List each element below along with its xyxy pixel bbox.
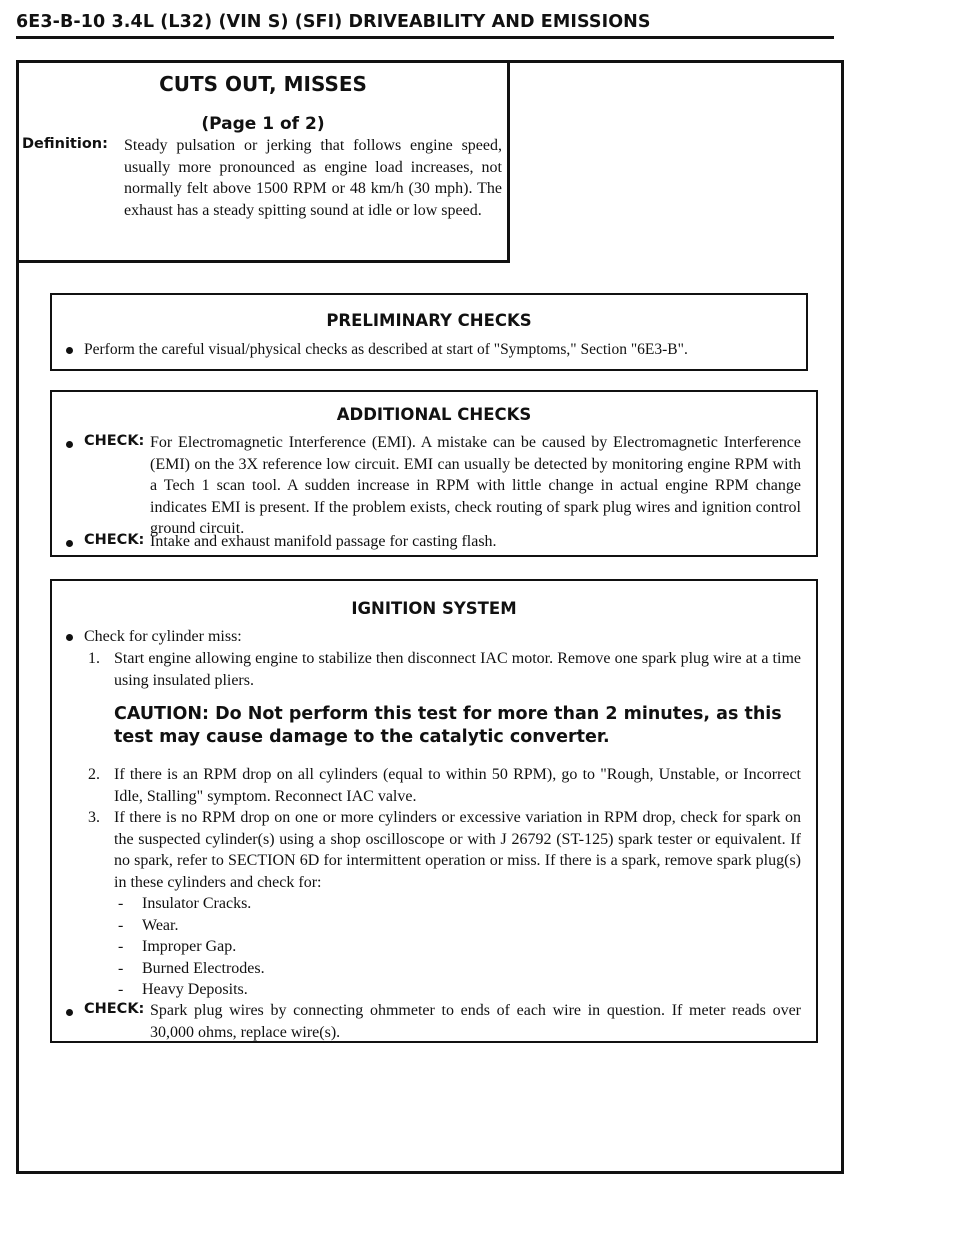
step-2-text: If there is an RPM drop on all cylinders (equal to within 50 RPM), go to "Rough, Unstable, or Incorrect Idle, Stalling" symptom. Reconnect IAC valve.	[114, 766, 801, 805]
ignition-intro: Check for cylinder miss:	[84, 628, 242, 645]
additional-checks-title: ADDITIONAL CHECKS	[336, 405, 532, 424]
bullet-icon	[66, 441, 73, 448]
bullet-icon	[66, 540, 73, 547]
list-item: Heavy Deposits.	[142, 981, 248, 998]
list-dash: -	[118, 938, 124, 955]
step-1-text: Start engine allowing engine to stabilize then disconnect IAC motor. Remove one spark plug wire at a time using insulated pliers.	[114, 650, 801, 689]
ignition-system-title: IGNITION SYSTEM	[351, 599, 517, 618]
step-number: 1.	[88, 650, 100, 667]
page-header: 6E3-B-10 3.4L (L32) (VIN S) (SFI) DRIVEABILITY AND EMISSIONS	[16, 12, 651, 32]
check-label: CHECK:	[84, 1001, 145, 1017]
list-item: Wear.	[142, 916, 179, 934]
list-item: Burned Electrodes.	[142, 959, 265, 977]
list-dash: -	[118, 959, 124, 977]
list-dash: -	[118, 916, 124, 934]
bullet-icon	[66, 347, 73, 354]
step-3-text: If there is no RPM drop on one or more cylinders or excessive variation in RPM drop, check for spark on the suspected cylinder(s) using a shop oscilloscope or with J 26792 (ST-125) spark tester or equivalent. If no spark, refer to SECTION 6D for intermittent operation or miss. If there is a spark, remove spark plug(s) in these cylinders and check for:	[114, 809, 801, 891]
preliminary-check-item: Perform the careful visual/physical checks as described at start of "Symptoms," Section "6E3-B".	[84, 341, 688, 358]
definition-text: Steady pulsation or jerking that follows engine speed, usually more pronounced as engine load increases, not normally felt above 1500 RPM or 48 km/h (30 mph). The exhaust has a steady spitting sound at idle or low speed.	[124, 137, 502, 219]
list-item: Improper Gap.	[142, 938, 237, 955]
check-label: CHECK:	[84, 433, 145, 449]
bullet-icon	[66, 1009, 73, 1016]
check-label: CHECK:	[84, 532, 145, 548]
step-number: 2.	[88, 766, 100, 783]
list-item: Insulator Cracks.	[142, 895, 252, 912]
bullet-icon	[66, 634, 73, 641]
preliminary-checks-title: PRELIMINARY CHECKS	[326, 311, 532, 330]
check-text-emi: For Electromagnetic Interference (EMI). A mistake can be caused by Electromagnetic Interference (EMI) on the 3X reference low circuit. EMI can usually be detected by monitoring engine RPM with a Tech 1 scan tool. A sudden increase in RPM with little change in actual engine RPM change indicates EMI is present. If the problem exists, check routing of spark plug wires and ignition control ground circuit.	[150, 434, 801, 537]
caution-warning: CAUTION: Do Not perform this test for more than 2 minutes, as this test may cause damage to the catalytic converter.	[114, 704, 782, 747]
symptom-title: CUTS OUT, MISSES	[159, 72, 367, 96]
page-indicator: (Page 1 of 2)	[201, 114, 325, 134]
check-text-manifold: Intake and exhaust manifold passage for casting flash.	[150, 533, 497, 550]
definition-label: Definition:	[22, 136, 108, 152]
list-dash: -	[118, 895, 124, 912]
check-text-plug-wires: Spark plug wires by connecting ohmmeter to ends of each wire in question. If meter reads over 30,000 ohms, replace wire(s).	[150, 1002, 801, 1041]
step-number: 3.	[88, 809, 100, 826]
header-rule	[16, 36, 834, 39]
list-dash: -	[118, 981, 124, 998]
